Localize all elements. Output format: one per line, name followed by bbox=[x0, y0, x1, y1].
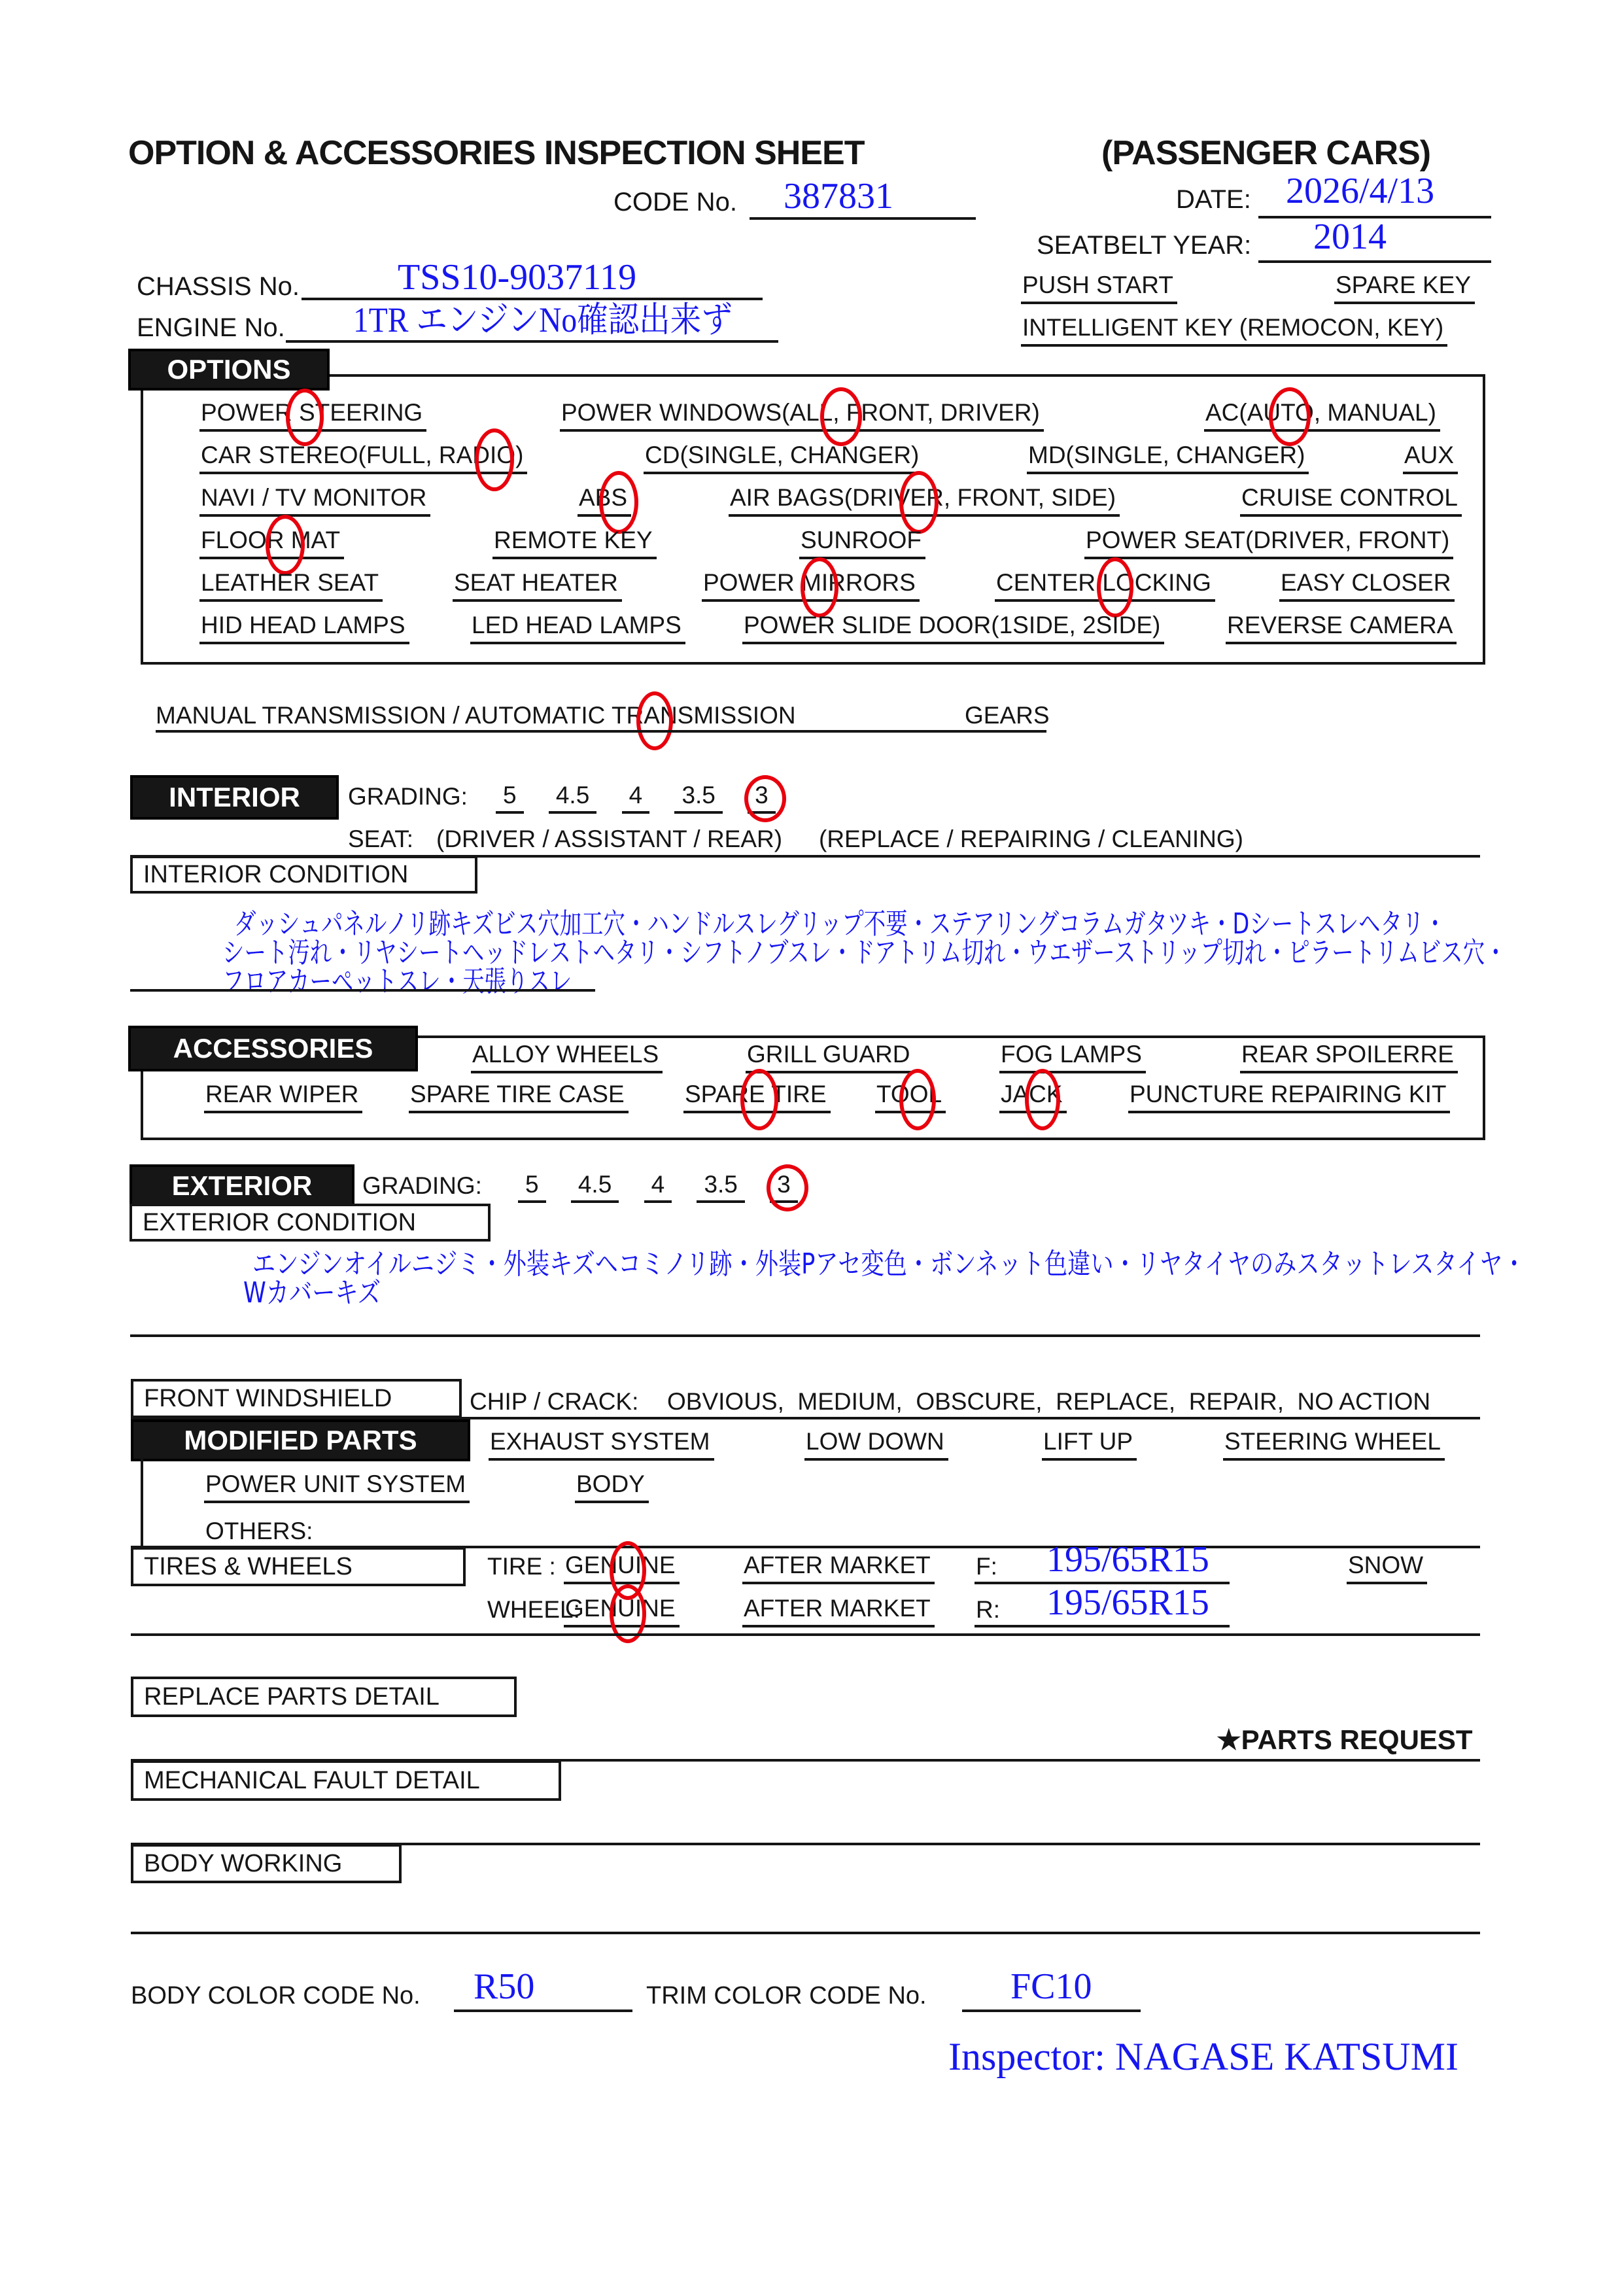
option-abs: ABS bbox=[578, 484, 631, 517]
chip-crack-options: OBVIOUS, MEDIUM, OBSCURE, REPLACE, REPAIR, NO ACTION bbox=[667, 1388, 1431, 1415]
option-power-seat: POWER SEAT(DRIVER, FRONT) bbox=[1084, 527, 1453, 559]
intelligent-key-label: INTELLIGENT KEY (REMOCON, KEY) bbox=[1021, 314, 1447, 347]
front-tire-size: 195/65R15 bbox=[1046, 1539, 1209, 1580]
spare-key-label: SPARE KEY bbox=[1334, 271, 1475, 304]
option-cruise-control: CRUISE CONTROL bbox=[1240, 484, 1462, 517]
rear-label: R: bbox=[976, 1596, 1000, 1623]
interior-header: INTERIOR bbox=[130, 775, 339, 820]
engine-value: 1TR エンジンNo確認出来ず bbox=[353, 300, 733, 339]
options-header: OPTIONS bbox=[128, 349, 330, 391]
modified-steering-wheel: STEERING WHEEL bbox=[1223, 1428, 1445, 1461]
option-remote-key: REMOTE KEY bbox=[492, 527, 657, 559]
wheel-after-market: AFTER MARKET bbox=[742, 1595, 935, 1627]
option-md: MD(SINGLE, CHANGER) bbox=[1027, 442, 1309, 474]
option-seat-heater: SEAT HEATER bbox=[453, 569, 622, 602]
option-power-mirrors: POWER MIRRORS bbox=[702, 569, 920, 602]
trim-color-value: FC10 bbox=[1010, 1966, 1092, 2007]
option-power-slide-door: POWER SLIDE DOOR(1SIDE, 2SIDE) bbox=[742, 612, 1164, 644]
seatbelt-label: SEATBELT YEAR: bbox=[1037, 231, 1252, 260]
chassis-label: CHASSIS No. bbox=[137, 272, 300, 301]
front-label: F: bbox=[976, 1553, 997, 1580]
push-start-label: PUSH START bbox=[1021, 271, 1177, 304]
seatbelt-underline bbox=[1258, 260, 1491, 263]
body-working-divider bbox=[131, 1932, 1480, 1934]
page-title: OPTION & ACCESSORIES INSPECTION SHEET bbox=[128, 134, 865, 172]
code-underline bbox=[750, 217, 976, 220]
front-windshield-header: FRONT WINDSHIELD bbox=[131, 1379, 462, 1418]
interior-condition-header: INTERIOR CONDITION bbox=[130, 856, 477, 894]
option-floor-mat: FLOOR MAT bbox=[199, 527, 344, 559]
tires-bottom-border bbox=[131, 1633, 1480, 1636]
engine-label: ENGINE No. bbox=[137, 313, 285, 342]
accessory-rear-spoiler: REAR SPOILERRE bbox=[1240, 1041, 1458, 1073]
tires-wheels-header: TIRES & WHEELS bbox=[131, 1547, 466, 1586]
exterior-header: EXTERIOR bbox=[129, 1164, 354, 1207]
exterior-grading-label: GRADING: bbox=[362, 1172, 482, 1199]
body-working-header: BODY WORKING bbox=[131, 1844, 402, 1883]
parts-request-label: ★PARTS REQUEST bbox=[1216, 1724, 1473, 1755]
modified-body: BODY bbox=[575, 1470, 649, 1503]
exterior-condition-line-2: Wカバーキズ bbox=[243, 1276, 381, 1310]
exterior-condition-line-1: エンジンオイルニジミ・外装キズヘコミノリ跡・外装Pアセ変色・ボンネット色違い・リヤタイヤのみスタットレスタイヤ・ bbox=[252, 1247, 1526, 1281]
exterior-grading-scale bbox=[518, 1171, 816, 1203]
option-power-windows: POWER WINDOWS(ALL, FRONT, DRIVER) bbox=[560, 399, 1044, 432]
option-cd: CD(SINGLE, CHANGER) bbox=[644, 442, 923, 474]
option-easy-closer: EASY CLOSER bbox=[1279, 569, 1455, 602]
interior-condition-underline bbox=[130, 989, 595, 992]
modified-exhaust-system: EXHAUST SYSTEM bbox=[489, 1428, 714, 1461]
rear-tire-size: 195/65R15 bbox=[1046, 1582, 1209, 1623]
grade-3-5: 3.5 bbox=[697, 1171, 744, 1203]
accessory-grill-guard: GRILL GUARD bbox=[746, 1041, 914, 1073]
grade-4-5: 4.5 bbox=[549, 782, 596, 814]
accessory-rear-wiper: REAR WIPER bbox=[204, 1081, 362, 1113]
replace-parts-detail-header: REPLACE PARTS DETAIL bbox=[131, 1677, 517, 1717]
option-sunroof: SUNROOF bbox=[799, 527, 925, 559]
option-hid-head-lamps: HID HEAD LAMPS bbox=[199, 612, 409, 644]
option-led-head-lamps: LED HEAD LAMPS bbox=[470, 612, 685, 644]
interior-condition-line-1: ダッシュパネルノリ跡キズビス穴加工穴・ハンドルスレグリップ不要・ステアリングコラムガタツキ・Dシートスレヘタリ・ bbox=[234, 907, 1446, 941]
grade-4: 4 bbox=[644, 1171, 672, 1203]
snow-label: SNOW bbox=[1347, 1552, 1427, 1584]
accessory-spare-tire: SPARE TIRE bbox=[683, 1081, 831, 1113]
seat-group-position: (DRIVER / ASSISTANT / REAR) bbox=[436, 826, 783, 852]
option-ac: AC(AUTO, MANUAL) bbox=[1204, 399, 1440, 432]
modified-lift-up: LIFT UP bbox=[1042, 1428, 1137, 1461]
trim-color-underline bbox=[962, 2009, 1141, 2012]
grade-5: 5 bbox=[496, 782, 524, 814]
tire-label: TIRE : bbox=[487, 1553, 556, 1580]
accessory-tool: TOOL bbox=[875, 1081, 946, 1113]
interior-condition-line-3: フロアカーペットスレ・天張りスレ bbox=[222, 965, 572, 998]
modified-power-unit-system: POWER UNIT SYSTEM bbox=[204, 1470, 470, 1503]
wheel-label: WHEEL: bbox=[487, 1596, 580, 1623]
grade-4-5: 4.5 bbox=[571, 1171, 619, 1203]
grade-4: 4 bbox=[622, 782, 650, 814]
wheel-genuine: GENUINE bbox=[564, 1595, 680, 1627]
grade-5: 5 bbox=[518, 1171, 546, 1203]
modified-others-label: OTHERS: bbox=[204, 1518, 317, 1550]
body-color-label: BODY COLOR CODE No. bbox=[131, 1982, 421, 2009]
grade-3-circled: 3 bbox=[770, 1171, 798, 1203]
date-label: DATE: bbox=[1176, 185, 1251, 214]
tire-genuine: GENUINE bbox=[564, 1552, 680, 1584]
seatbelt-value: 2014 bbox=[1313, 217, 1387, 257]
seat-group-action: (REPLACE / REPAIRING / CLEANING) bbox=[819, 826, 1243, 852]
gears-label: GEARS bbox=[965, 702, 1050, 729]
chassis-value: TSS10-9037119 bbox=[398, 257, 637, 298]
option-reverse-camera: REVERSE CAMERA bbox=[1226, 612, 1457, 644]
engine-underline bbox=[286, 340, 778, 343]
accessory-spare-tire-case: SPARE TIRE CASE bbox=[409, 1081, 629, 1113]
accessory-alloy-wheels: ALLOY WHEELS bbox=[471, 1041, 663, 1073]
option-car-stereo: CAR STEREO(FULL, RADIO) bbox=[199, 442, 527, 474]
rear-size-underline bbox=[975, 1625, 1230, 1627]
option-leather-seat: LEATHER SEAT bbox=[199, 569, 383, 602]
body-color-underline bbox=[454, 2009, 632, 2012]
mechanical-fault-detail-header: MECHANICAL FAULT DETAIL bbox=[131, 1760, 561, 1801]
inspector-signature: Inspector: NAGASE KATSUMI bbox=[948, 2035, 1458, 2078]
accessories-header: ACCESSORIES bbox=[128, 1026, 418, 1071]
exterior-divider bbox=[130, 1334, 1480, 1337]
option-navi-tv: NAVI / TV MONITOR bbox=[199, 484, 430, 517]
code-value: 387831 bbox=[784, 176, 893, 217]
date-value: 2026/4/13 bbox=[1286, 171, 1435, 211]
seat-label: SEAT: bbox=[348, 826, 414, 852]
modified-parts-header: MODIFIED PARTS bbox=[131, 1419, 470, 1461]
page-subtitle: (PASSENGER CARS) bbox=[1101, 134, 1431, 172]
trim-color-label: TRIM COLOR CODE No. bbox=[646, 1982, 927, 2009]
option-power-steering: POWER STEERING bbox=[199, 399, 426, 432]
modified-parts-left-border bbox=[141, 1456, 143, 1546]
code-label: CODE No. bbox=[613, 188, 737, 217]
accessory-puncture-kit: PUNCTURE REPAIRING KIT bbox=[1128, 1081, 1450, 1113]
option-center-locking: CENTER LOCKING bbox=[995, 569, 1215, 602]
interior-grading-label: GRADING: bbox=[348, 783, 468, 810]
chip-crack-label: CHIP / CRACK: bbox=[470, 1388, 639, 1415]
transmission-underline bbox=[156, 730, 1046, 733]
option-air-bags: AIR BAGS(DRIVER, FRONT, SIDE) bbox=[729, 484, 1120, 517]
interior-grading-scale bbox=[496, 782, 794, 814]
accessory-fog-lamps: FOG LAMPS bbox=[999, 1041, 1146, 1073]
transmission-label: MANUAL TRANSMISSION / AUTOMATIC TRANSMISSION bbox=[156, 702, 796, 730]
body-color-value: R50 bbox=[474, 1966, 535, 2007]
modified-low-down: LOW DOWN bbox=[804, 1428, 948, 1461]
grade-3-circled: 3 bbox=[748, 782, 776, 814]
tire-after-market: AFTER MARKET bbox=[742, 1552, 935, 1584]
grade-3-5: 3.5 bbox=[674, 782, 722, 814]
exterior-condition-header: EXTERIOR CONDITION bbox=[129, 1204, 491, 1242]
accessory-jack: JACK bbox=[999, 1081, 1067, 1113]
option-aux: AUX bbox=[1403, 442, 1458, 474]
interior-condition-line-2: シート汚れ・リヤシートヘッドレストヘタリ・シフトノブスレ・ドアトリム切れ・ウエザーストリップ切れ・ピラートリムビス穴・ bbox=[222, 936, 1507, 969]
